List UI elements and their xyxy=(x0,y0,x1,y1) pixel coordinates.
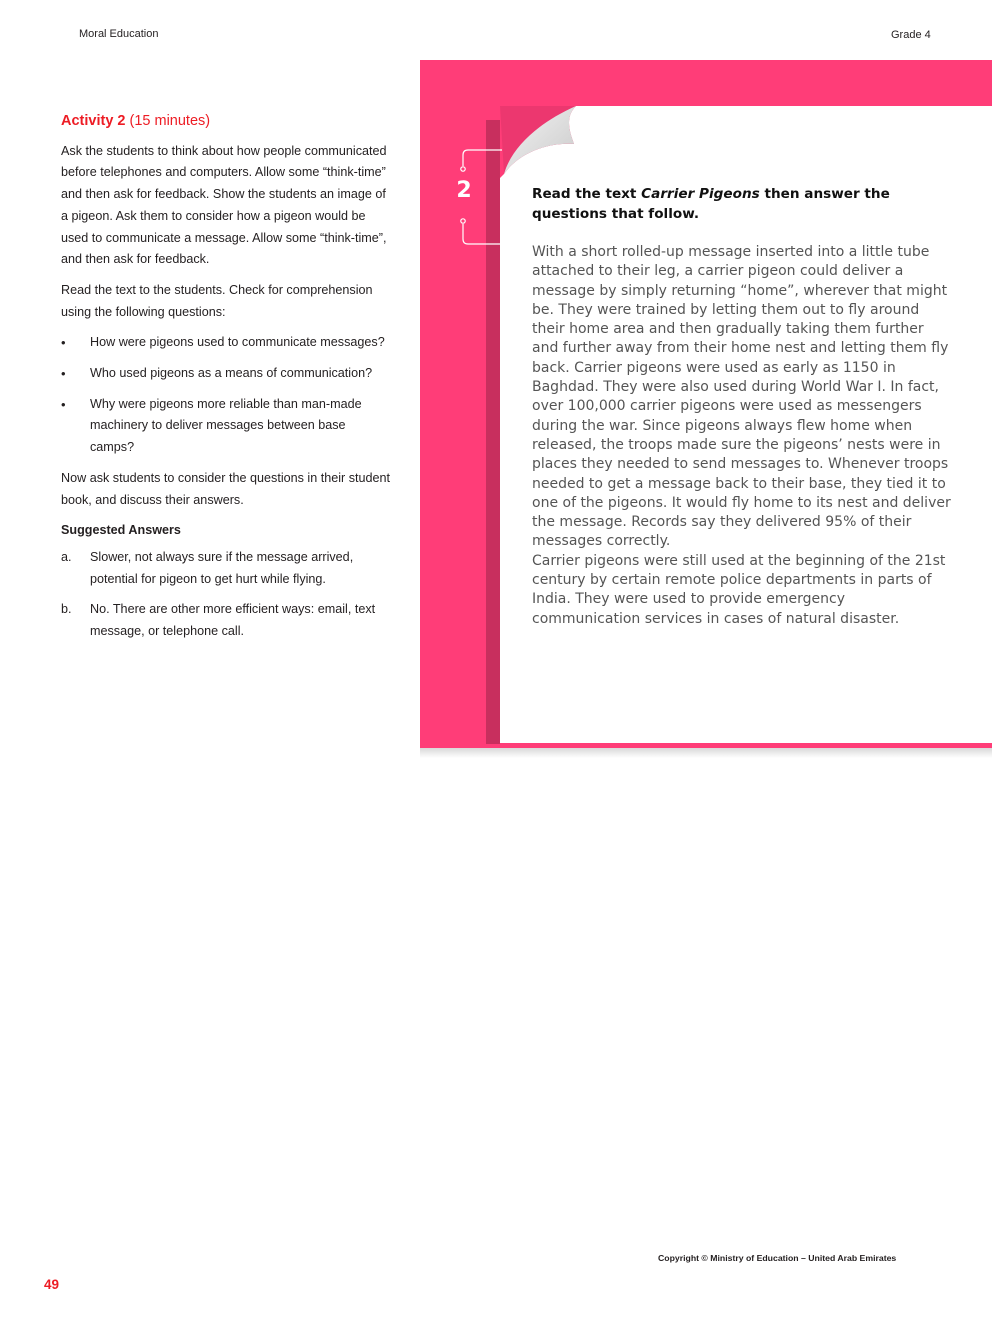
reading-paragraph: With a short rolled-up message inserted into a little tube attached to their leg, a carrier pigeon could deliver a message by simply returning “home”, wherever that might be. They were trained by letting them out to fly around their home area and then gradually taking them further and further away from their home nest and letting them fly back. Carrier pigeons were used as early as 1150 in Baghdad. They were also used during World War I. In fact, over 100,000 carrier pigeons were used as messengers during the war. Since pigeons always flew home when released, the troops made sure the pigeons’ nests were in places they needed to send messages to. Whenever troops needed to get a message back to their base, they tied it to one of the pigeons. It would fly home to its nest and deliver the message. Records say they delivered 95% of their messages correctly. xyxy=(532,244,951,550)
panel-drop-shadow xyxy=(420,748,992,758)
answer-item: a. Slower, not always sure if the message arrived, potential for pigeon to get hurt while flying. xyxy=(61,547,391,590)
activity-title xyxy=(61,111,391,133)
bullet-icon: • xyxy=(61,366,66,382)
reading-paragraph: Carrier pigeons were still used at the beginning of the 21st century by certain remote police departments in parts of India. They were used to provide emergency communication services in cases of natural disaster. xyxy=(532,552,946,627)
header-grade: Grade 4 xyxy=(891,29,931,41)
story-title: Carrier Pigeons xyxy=(641,186,760,202)
answer-marker: b. xyxy=(61,602,72,617)
question-item: • Why were pigeons more reliable than man-made machinery to deliver messages between base camps? xyxy=(61,394,391,459)
closing-instruction: Now ask students to consider the questions in their student book, and discuss their answers. xyxy=(61,470,391,507)
section-number: 2 xyxy=(456,178,472,203)
header-subject: Moral Education xyxy=(79,28,159,40)
answer-marker: a. xyxy=(61,549,72,564)
answer-list xyxy=(61,547,391,643)
activity-duration: (15 minutes) xyxy=(129,113,211,129)
activity-label: Activity 2 xyxy=(61,113,126,129)
page-curl-icon xyxy=(500,106,582,178)
copyright-notice: Copyright © Ministry of Education – United Arab Emirates xyxy=(658,1253,897,1263)
reading-text xyxy=(532,243,952,629)
read-instruction: Read the text to the students. Check for comprehension using the following questions: xyxy=(61,282,373,319)
activity-intro: Ask the students to think about how people communicated before telephones and computers. Allow some “think-time” and then ask for feedback. Show the students an image of a pigeon. Ask them to consider how a pigeon would be used to communicate a message. Allow some “think-time”, and then ask for feedback. xyxy=(61,143,387,267)
answer-item: b. No. There are other more efficient ways: email, text message, or telephone call. xyxy=(61,599,391,642)
page-number: 49 xyxy=(44,1277,60,1292)
reading-instruction: Read the text Carrier Pigeons then answer the questions that follow. xyxy=(532,186,890,222)
bullet-icon: • xyxy=(61,335,66,351)
suggested-answers-heading: Suggested Answers xyxy=(61,523,181,538)
bullet-icon: • xyxy=(61,396,66,412)
question-list xyxy=(61,332,391,459)
question-item: • Who used pigeons as a means of communication? xyxy=(61,363,391,385)
teacher-notes xyxy=(61,111,391,652)
question-item: • How were pigeons used to communicate messages? xyxy=(61,332,391,354)
